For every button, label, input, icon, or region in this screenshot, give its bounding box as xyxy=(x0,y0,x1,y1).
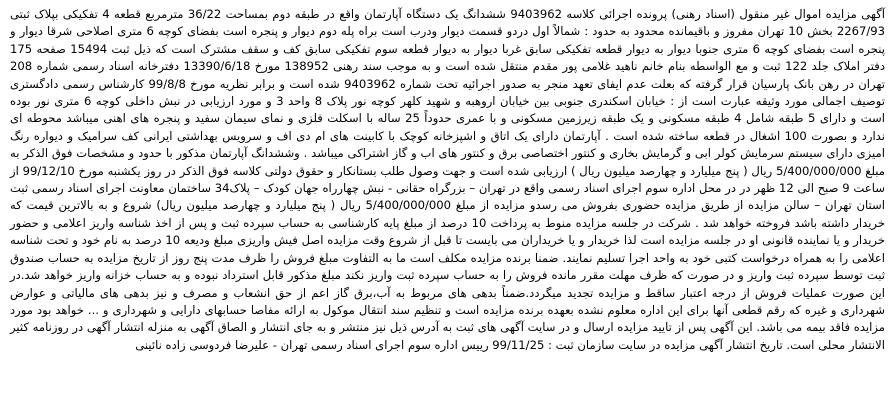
auction-notice-text: آگهی مزایده اموال غیر منقول (اسناد رهنی) پرونده اجرائی کلاسه 9403962 ششدانگ یک دستگاه آپارتمان واقع در طبقه دوم بمساحت 36/22 مترمربع قطعه 4 تفکیکی بپلاک ثبتی 2267/93 بخش 10 تهران مفروز و باقیمانده محدود به حدود : شمالاً اول دردو قسمت دیوار ودرب است براه پله دوم دیوار و پنجره است بفضای کوچه 6 متری اصلاحی شرقا دیوار و پنجره است بفضای کوچه 6 متری جنوبا دیوار به دیوار قطعه تفکیکی سابق غربا دیوار به دیوار قطعه سوم تفکیکی سابق کف و سقف مشترک است که ذیل ثبت 15494 صفحه 175 دفتر املاک جلد 122 ثبت و مع الواسطه بنام خانم ناهید غلامی پور مقدم منتقل شده است و به موجب سند رهنی 138952 مورخ 13390/6/18 دفترخانه اسناد رسمی شماره 208 تهران در رهن بانک پارسیان قرار گرفته که بعلت عدم ایفای تعهد منجر به صدور اجرائیه تحت شماره 9403962 شده است و برابر نظریه مورخ 99/8/8 کارشناس رسمی دادگستری توصیف اجمالی مورد وثیقه عبارت است از : خیابان اسکندری جنوبی بین خیابان اروهبه و شهید کلهر کوچه نور پلاک 8 واحد 3 و مورد ارزیابی در نبش داخلی کوچه 6 متری نور بوده است و دارای 5 طبقه شامل 4 طبقه مسکونی و یک طبقه زیرزمین مسکونی و با عمری حدوداً 25 ساله با اسکلت فلزی و نمای سیمان سفید و پنجره های اهنی میباشد محوطه ای ندارد و بصورت 100 اشغال در قطعه ساخته شده است . آپارتمان دارای یک اتاق و اشپزخانه کوچک با کابینت های ام دی اف و سرویس بهداشتی ایرانی کف سرامیک و دیواره رنگ امیزی دارای سیستم سرمایش کولر ابی و گرمایش بخاری و کنتور اختصاصی برق و کنتور های اب و گاز اشتراکی میباشد . وششدانگ آپارتمان مذکور با حدود و مشخصات فوق الذکر به مبلغ 5/400/000/000 ریال ( پنج میلیارد و چهارصد میلیون ریال ) ارزیابی شده است و جهت وصول طلب بستانکار و حقوق دولتی کلاسه فوق الذکر در روز یکشنبه مورخ 99/12/10 از ساعت 9 صبح الی 12 ظهر در در محل اداره سوم اجرای اسناد رسمی واقع در تهران – بزرگراه حقانی - نبش چهارراه جهان کودک – پلاک34 ساختمان معاونت اجرای اسناد رسمی ثبت استان تهران – سالن مزایده از طریق مزایده حضوری بفروش می رسدو مزایده از مبلغ 5/400/000/000 ریال ( پنج میلیارد و چهارصد میلیون ریال) شروع و به بالاترین قیمت که خریدار داشته باشد فروخته خواهد شد . شرکت در جلسه مزایده منوط به پرداخت 10 درصد از مبلغ پایه کارشناسی به حساب سپرده ثبت و پس از اخذ شناسه واریز اعلامی و حضور خریدار و یا نماینده قانونی او در جلسه مزایده است لذا خریدار و یا خریداران می بایست تا قبل از شروع وقت مزایده اصل فیش واریزی مبلغ ودیعه 10 درصد به نام خود و تحت شناسه اعلامی را به همراه درخواست کتبی خود به واحد اجرا تسلیم نمایند. ضمنا برنده مزایده مکلف است ما به التفاوت مبلغ فروش را ظرف مدت پنج روز از تاریخ مزایده به حساب صندوق ثبت توسط سپرده ثبت واریز و در صورت که ظرف مهلت مقرر مانده فروش را به حساب سپرده ثبت واریز نکند مبلغ مذکور قابل استرداد نبوده و به حساب خزانه واریز خواهد شد.در این صورت عملیات فروش از درجه اعتبار ساقط و مزایده تجدید میگردد.ضمناً بدهی های مربوط به آب،برق گاز اعم از حق انشعاب و مصرف و نیز بدهی های مالیاتی و عوارض شهرداری و غیره که رقم قطعی آنها برای این اداره معلوم نشده بعهده برنده مزایده است و تنظیم سند انتقال موکول به ارائه مفاصا حسابهای دارایی و شهرداری و ... خواهد بود مورد مزایده فاقد بیمه می باشد. این آگهی پس از تایید مزایده ارسال و در سایت آگهی های ثبت به آدرس ذیل نیز منتشر و به جای انتشار و الصاق آگهی به منزله انتشار آگهی در روزنامه کثیر الانتشار محلی است. تاریخ انتشار آگهی مزایده در سایت سازمان ثبت : 99/11/25 رییس اداره سوم اجرای اسناد رسمی تهران - علیرضا فردوسی زاده نائینی xyxy=(10,7,886,352)
